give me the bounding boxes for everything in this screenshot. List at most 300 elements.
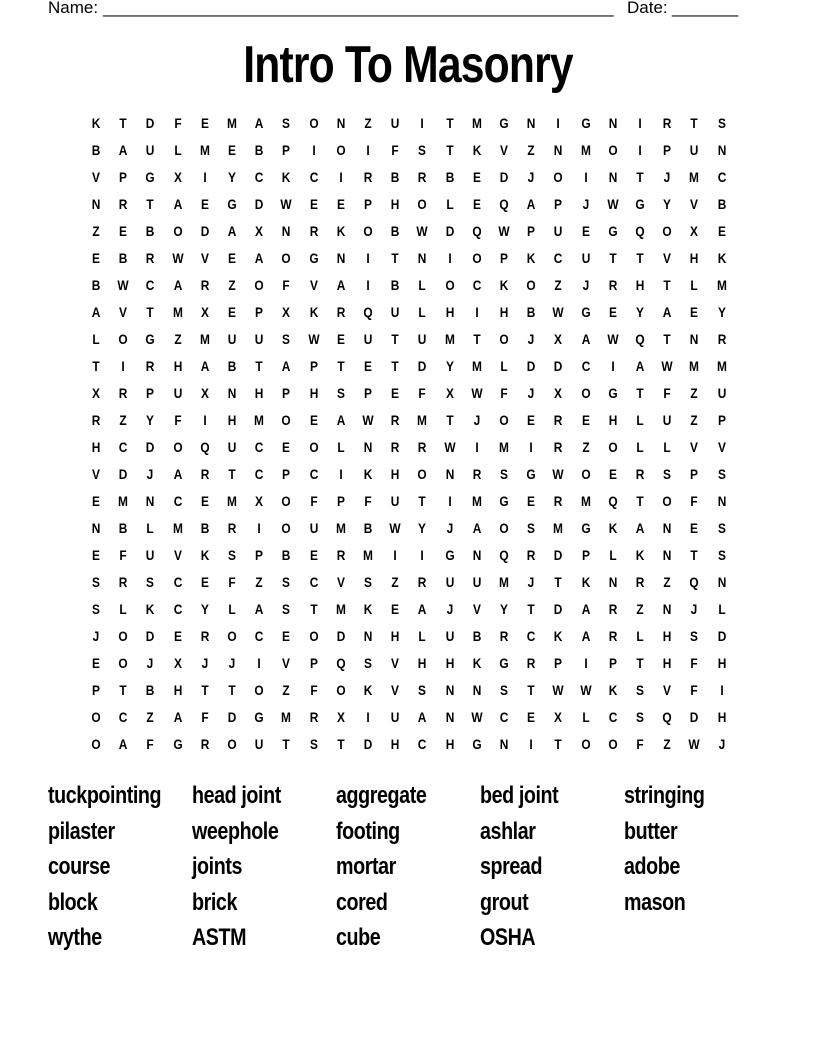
grid-letter[interactable]: K (146, 601, 155, 617)
grid-letter[interactable]: M (199, 331, 210, 347)
grid-letter[interactable]: T (445, 115, 454, 131)
grid-letter[interactable]: W (171, 250, 184, 266)
grid-letter[interactable]: C (146, 277, 155, 293)
grid-letter[interactable]: Q (662, 709, 672, 725)
grid-letter[interactable]: A (91, 304, 101, 320)
grid-letter[interactable]: X (336, 709, 345, 725)
grid-letter[interactable]: B (390, 223, 400, 239)
grid-letter[interactable]: H (717, 655, 726, 671)
grid-letter[interactable]: T (119, 115, 127, 131)
grid-letter[interactable]: Z (636, 601, 644, 617)
grid-letter[interactable]: R (309, 223, 318, 239)
grid-letter[interactable]: T (554, 736, 563, 752)
grid-letter[interactable]: F (309, 682, 318, 698)
grid-letter[interactable]: V (336, 574, 345, 590)
grid-letter[interactable]: X (690, 223, 699, 239)
grid-letter[interactable]: S (717, 115, 726, 131)
grid-letter[interactable]: V (690, 439, 699, 455)
grid-letter[interactable]: E (472, 169, 481, 185)
grid-letter[interactable]: Z (663, 574, 671, 590)
grid-letter[interactable]: L (92, 331, 100, 347)
grid-letter[interactable]: U (146, 142, 155, 158)
grid-letter[interactable]: I (611, 358, 615, 374)
grid-letter[interactable]: X (554, 385, 563, 401)
grid-letter[interactable]: S (336, 385, 345, 401)
grid-letter[interactable]: B (363, 520, 373, 536)
grid-letter[interactable]: Z (690, 385, 699, 401)
grid-letter[interactable]: E (200, 574, 209, 590)
grid-letter[interactable]: N (499, 736, 509, 752)
grid-letter[interactable]: O (254, 277, 264, 293)
grid-letter[interactable]: T (146, 196, 155, 212)
grid-letter[interactable]: P (282, 466, 291, 482)
grid-letter[interactable]: U (390, 493, 400, 509)
grid-letter[interactable]: L (690, 277, 699, 293)
grid-letter[interactable]: A (418, 601, 427, 617)
grid-letter[interactable]: Q (336, 655, 346, 671)
grid-letter[interactable]: G (608, 385, 618, 401)
grid-letter[interactable]: S (282, 331, 291, 347)
grid-letter[interactable]: B (118, 520, 128, 536)
grid-letter[interactable]: C (581, 358, 590, 374)
grid-letter[interactable]: Q (608, 493, 618, 509)
grid-letter[interactable]: A (173, 709, 182, 725)
grid-letter[interactable]: E (282, 628, 291, 644)
grid-letter[interactable]: W (443, 439, 456, 455)
grid-letter[interactable]: A (581, 628, 590, 644)
grid-letter[interactable]: V (690, 196, 699, 212)
grid-letter[interactable]: R (309, 709, 318, 725)
grid-letter[interactable]: W (552, 304, 565, 320)
grid-letter[interactable]: Q (635, 331, 645, 347)
grid-letter[interactable]: M (553, 520, 564, 536)
grid-letter[interactable]: L (173, 142, 182, 158)
grid-letter[interactable]: E (581, 223, 590, 239)
grid-letter[interactable]: M (227, 493, 237, 509)
grid-letter[interactable]: Y (500, 601, 508, 617)
grid-letter[interactable]: X (173, 655, 182, 671)
grid-letter[interactable]: X (92, 385, 100, 401)
grid-letter[interactable]: G (308, 250, 319, 266)
grid-letter[interactable]: G (227, 196, 237, 212)
grid-letter[interactable]: W (362, 412, 374, 428)
grid-letter[interactable]: Z (391, 574, 399, 590)
grid-letter[interactable]: J (527, 385, 535, 401)
grid-letter[interactable]: C (173, 493, 182, 509)
grid-letter[interactable]: O (308, 439, 319, 455)
grid-letter[interactable]: H (662, 655, 672, 671)
grid-letter[interactable]: K (526, 250, 536, 266)
grid-letter[interactable]: O (444, 277, 455, 293)
grid-letter[interactable]: J (691, 601, 698, 617)
grid-letter[interactable]: E (309, 547, 318, 563)
grid-letter[interactable]: R (635, 466, 645, 482)
grid-letter[interactable]: U (227, 439, 237, 455)
grid-letter[interactable]: B (91, 277, 101, 293)
grid-letter[interactable]: S (500, 682, 508, 698)
grid-letter[interactable]: R (554, 439, 563, 455)
grid-letter[interactable]: E (391, 601, 400, 617)
grid-letter[interactable]: J (92, 628, 100, 644)
grid-letter[interactable]: I (203, 169, 207, 185)
date-line[interactable]: _______ (672, 0, 739, 17)
grid-letter[interactable]: E (282, 439, 291, 455)
grid-letter[interactable]: U (390, 115, 400, 131)
grid-letter[interactable]: B (91, 142, 101, 158)
grid-letter[interactable]: A (526, 196, 536, 212)
grid-letter[interactable]: G (499, 493, 509, 509)
grid-letter[interactable]: H (499, 304, 509, 320)
grid-letter[interactable]: B (282, 547, 291, 563)
grid-letter[interactable]: P (581, 547, 590, 563)
grid-letter[interactable]: H (227, 412, 237, 428)
grid-letter[interactable]: M (499, 439, 509, 455)
grid-letter[interactable]: E (228, 304, 236, 320)
grid-letter[interactable]: M (118, 493, 129, 509)
grid-letter[interactable]: D (363, 736, 373, 752)
grid-letter[interactable]: W (579, 682, 592, 698)
grid-letter[interactable]: C (254, 439, 264, 455)
grid-letter[interactable]: E (119, 223, 128, 239)
grid-letter[interactable]: I (311, 142, 316, 158)
grid-letter[interactable]: E (336, 196, 345, 212)
grid-letter[interactable]: G (145, 169, 156, 185)
grid-letter[interactable]: Z (119, 412, 127, 428)
grid-letter[interactable]: V (391, 655, 400, 671)
grid-letter[interactable]: E (228, 250, 236, 266)
grid-letter[interactable]: K (309, 304, 318, 320)
grid-letter[interactable]: L (119, 601, 127, 617)
grid-letter[interactable]: G (580, 115, 591, 131)
grid-letter[interactable]: I (203, 412, 207, 428)
grid-letter[interactable]: A (118, 142, 128, 158)
grid-letter[interactable]: D (200, 223, 210, 239)
grid-letter[interactable]: K (635, 547, 645, 563)
grid-letter[interactable]: T (636, 385, 644, 401)
grid-letter[interactable]: F (228, 574, 236, 590)
grid-letter[interactable]: L (717, 601, 726, 617)
grid-letter[interactable]: U (581, 250, 590, 266)
grid-letter[interactable]: R (608, 628, 618, 644)
grid-letter[interactable]: C (309, 169, 318, 185)
grid-letter[interactable]: W (552, 466, 565, 482)
grid-letter[interactable]: W (498, 223, 510, 239)
grid-letter[interactable]: T (445, 142, 454, 158)
grid-letter[interactable]: R (418, 574, 427, 590)
grid-letter[interactable]: S (636, 682, 644, 698)
grid-letter[interactable]: S (364, 655, 372, 671)
grid-letter[interactable]: R (554, 412, 563, 428)
grid-letter[interactable]: T (690, 115, 699, 131)
grid-letter[interactable]: T (527, 682, 535, 698)
grid-letter[interactable]: H (608, 412, 618, 428)
grid-letter[interactable]: M (281, 709, 292, 725)
grid-letter[interactable]: Q (689, 574, 700, 590)
grid-letter[interactable]: A (472, 520, 482, 536)
grid-letter[interactable]: T (391, 358, 399, 374)
grid-letter[interactable]: Q (499, 196, 509, 212)
grid-letter[interactable]: G (444, 547, 455, 563)
grid-letter[interactable]: J (147, 655, 154, 671)
grid-letter[interactable]: N (526, 115, 536, 131)
grid-letter[interactable]: B (390, 277, 400, 293)
grid-letter[interactable]: O (580, 736, 591, 752)
grid-letter[interactable]: X (200, 385, 209, 401)
grid-letter[interactable]: N (608, 574, 618, 590)
grid-letter[interactable]: A (173, 277, 182, 293)
grid-letter[interactable]: N (717, 142, 726, 158)
grid-letter[interactable]: S (717, 466, 726, 482)
grid-letter[interactable]: M (254, 412, 265, 428)
grid-letter[interactable]: N (662, 601, 672, 617)
grid-letter[interactable]: E (92, 250, 100, 266)
grid-letter[interactable]: K (499, 277, 509, 293)
grid-letter[interactable]: O (281, 250, 292, 266)
grid-letter[interactable]: K (554, 628, 563, 644)
grid-letter[interactable]: I (420, 547, 425, 563)
grid-letter[interactable]: W (117, 277, 129, 293)
grid-letter[interactable]: Y (146, 412, 155, 428)
grid-letter[interactable]: P (146, 385, 155, 401)
grid-letter[interactable]: S (228, 547, 236, 563)
grid-letter[interactable]: E (472, 196, 481, 212)
grid-letter[interactable]: L (228, 601, 236, 617)
grid-letter[interactable]: M (580, 493, 591, 509)
grid-letter[interactable]: G (472, 736, 482, 752)
grid-letter[interactable]: H (445, 655, 454, 671)
grid-letter[interactable]: E (228, 142, 236, 158)
grid-letter[interactable]: S (92, 574, 100, 590)
grid-letter[interactable]: C (554, 250, 563, 266)
grid-letter[interactable]: H (717, 709, 726, 725)
grid-letter[interactable]: E (581, 412, 590, 428)
grid-letter[interactable]: N (472, 682, 482, 698)
grid-letter[interactable]: R (390, 412, 400, 428)
grid-letter[interactable]: H (390, 196, 400, 212)
grid-letter[interactable]: D (445, 223, 454, 239)
grid-letter[interactable]: I (638, 142, 642, 158)
grid-letter[interactable]: P (309, 655, 318, 671)
grid-letter[interactable]: N (91, 520, 101, 536)
grid-letter[interactable]: E (309, 196, 318, 212)
grid-letter[interactable]: I (339, 169, 343, 185)
grid-letter[interactable]: M (689, 358, 700, 374)
grid-letter[interactable]: I (121, 358, 125, 374)
grid-letter[interactable]: P (282, 385, 291, 401)
grid-letter[interactable]: F (690, 493, 699, 509)
grid-letter[interactable]: I (366, 277, 370, 293)
grid-letter[interactable]: H (635, 277, 645, 293)
grid-letter[interactable]: F (201, 709, 209, 725)
grid-letter[interactable]: H (91, 439, 101, 455)
grid-letter[interactable]: N (717, 574, 726, 590)
grid-letter[interactable]: H (390, 466, 400, 482)
grid-letter[interactable]: O (254, 682, 264, 698)
grid-letter[interactable]: N (91, 196, 101, 212)
grid-letter[interactable]: V (663, 682, 672, 698)
grid-letter[interactable]: E (92, 547, 100, 563)
grid-letter[interactable]: N (418, 250, 427, 266)
grid-letter[interactable]: P (336, 493, 345, 509)
grid-letter[interactable]: B (390, 169, 400, 185)
grid-letter[interactable]: T (201, 682, 209, 698)
grid-letter[interactable]: O (281, 493, 292, 509)
grid-letter[interactable]: D (254, 196, 264, 212)
grid-letter[interactable]: C (254, 466, 264, 482)
grid-letter[interactable]: W (688, 736, 701, 752)
grid-letter[interactable]: U (445, 574, 454, 590)
grid-letter[interactable]: L (445, 196, 454, 212)
grid-letter[interactable]: P (92, 682, 100, 698)
grid-letter[interactable]: O (227, 628, 237, 644)
grid-letter[interactable]: J (201, 655, 209, 671)
grid-letter[interactable]: T (445, 412, 454, 428)
grid-letter[interactable]: P (119, 169, 128, 185)
grid-letter[interactable]: I (475, 439, 479, 455)
grid-letter[interactable]: N (363, 628, 373, 644)
grid-letter[interactable]: U (445, 628, 454, 644)
grid-letter[interactable]: W (416, 223, 429, 239)
grid-letter[interactable]: I (257, 520, 261, 536)
grid-letter[interactable]: O (662, 223, 672, 239)
grid-letter[interactable]: O (580, 466, 591, 482)
grid-letter[interactable]: N (445, 466, 454, 482)
grid-letter[interactable]: J (718, 736, 725, 752)
grid-letter[interactable]: Y (418, 520, 427, 536)
grid-letter[interactable]: T (146, 304, 155, 320)
grid-letter[interactable]: N (662, 520, 672, 536)
grid-letter[interactable]: T (527, 601, 535, 617)
grid-letter[interactable]: O (580, 385, 591, 401)
grid-letter[interactable]: O (308, 628, 319, 644)
grid-letter[interactable]: C (472, 277, 482, 293)
grid-letter[interactable]: W (661, 358, 673, 374)
grid-letter[interactable]: B (200, 520, 210, 536)
grid-letter[interactable]: Y (717, 304, 726, 320)
grid-letter[interactable]: U (554, 223, 563, 239)
grid-letter[interactable]: I (366, 250, 370, 266)
grid-letter[interactable]: R (336, 547, 346, 563)
grid-letter[interactable]: D (146, 439, 155, 455)
grid-letter[interactable]: A (662, 304, 672, 320)
grid-letter[interactable]: N (717, 493, 726, 509)
grid-letter[interactable]: F (364, 493, 372, 509)
grid-letter[interactable]: C (118, 709, 128, 725)
grid-letter[interactable]: P (364, 385, 372, 401)
grid-letter[interactable]: T (228, 466, 236, 482)
grid-letter[interactable]: U (146, 547, 155, 563)
grid-letter[interactable]: S (92, 601, 100, 617)
grid-letter[interactable]: M (172, 304, 183, 320)
grid-letter[interactable]: P (282, 142, 291, 158)
grid-letter[interactable]: X (554, 331, 563, 347)
grid-letter[interactable]: E (173, 628, 182, 644)
grid-letter[interactable]: R (200, 277, 210, 293)
grid-letter[interactable]: E (391, 385, 400, 401)
grid-letter[interactable]: E (527, 709, 536, 725)
grid-letter[interactable]: O (308, 115, 319, 131)
grid-letter[interactable]: G (526, 466, 536, 482)
grid-letter[interactable]: A (254, 115, 264, 131)
grid-letter[interactable]: T (337, 358, 345, 374)
grid-letter[interactable]: U (390, 304, 400, 320)
grid-letter[interactable]: N (445, 709, 454, 725)
grid-letter[interactable]: V (173, 547, 182, 563)
grid-letter[interactable]: F (119, 547, 127, 563)
grid-letter[interactable]: Z (690, 412, 699, 428)
grid-letter[interactable]: I (583, 655, 588, 671)
grid-letter[interactable]: X (554, 709, 563, 725)
grid-letter[interactable]: K (336, 223, 346, 239)
grid-letter[interactable]: L (337, 439, 345, 455)
grid-letter[interactable]: U (717, 385, 726, 401)
grid-letter[interactable]: X (282, 304, 291, 320)
grid-letter[interactable]: K (91, 115, 101, 131)
grid-letter[interactable]: N (554, 142, 563, 158)
grid-letter[interactable]: G (145, 331, 156, 347)
grid-letter[interactable]: D (418, 358, 427, 374)
grid-letter[interactable]: K (581, 574, 590, 590)
grid-letter[interactable]: U (690, 142, 699, 158)
grid-letter[interactable]: E (92, 655, 100, 671)
grid-letter[interactable]: N (363, 439, 373, 455)
grid-letter[interactable]: M (335, 601, 346, 617)
grid-letter[interactable]: U (418, 331, 427, 347)
grid-letter[interactable]: S (282, 115, 291, 131)
grid-letter[interactable]: O (118, 331, 128, 347)
grid-letter[interactable]: C (309, 466, 318, 482)
grid-letter[interactable]: I (556, 115, 561, 131)
grid-letter[interactable]: I (366, 709, 370, 725)
grid-letter[interactable]: I (447, 493, 452, 509)
grid-letter[interactable]: R (91, 412, 101, 428)
grid-letter[interactable]: T (418, 493, 427, 509)
grid-letter[interactable]: L (636, 412, 644, 428)
grid-letter[interactable]: R (635, 574, 645, 590)
grid-letter[interactable]: Q (499, 547, 509, 563)
grid-letter[interactable]: I (339, 466, 343, 482)
grid-letter[interactable]: Z (527, 142, 535, 158)
grid-letter[interactable]: A (581, 331, 590, 347)
grid-letter[interactable]: S (146, 574, 155, 590)
grid-letter[interactable]: F (391, 142, 399, 158)
grid-letter[interactable]: Y (636, 304, 644, 320)
grid-letter[interactable]: J (473, 412, 481, 428)
grid-letter[interactable]: T (309, 601, 318, 617)
grid-letter[interactable]: S (282, 601, 291, 617)
grid-letter[interactable]: H (390, 736, 400, 752)
grid-letter[interactable]: G (172, 736, 183, 752)
grid-letter[interactable]: R (472, 466, 482, 482)
grid-letter[interactable]: V (92, 169, 100, 185)
grid-letter[interactable]: M (227, 115, 237, 131)
grid-letter[interactable]: M (363, 547, 373, 563)
grid-letter[interactable]: L (581, 709, 590, 725)
grid-letter[interactable]: P (255, 304, 264, 320)
grid-letter[interactable]: M (417, 412, 428, 428)
grid-letter[interactable]: T (663, 277, 671, 293)
grid-letter[interactable]: Z (282, 682, 291, 698)
grid-letter[interactable]: E (527, 493, 536, 509)
grid-letter[interactable]: N (336, 250, 346, 266)
grid-letter[interactable]: D (499, 169, 509, 185)
grid-letter[interactable]: H (173, 358, 182, 374)
grid-letter[interactable]: W (471, 709, 483, 725)
grid-letter[interactable]: N (336, 115, 346, 131)
grid-letter[interactable]: N (146, 493, 155, 509)
grid-letter[interactable]: Y (200, 601, 209, 617)
grid-letter[interactable]: O (499, 412, 509, 428)
